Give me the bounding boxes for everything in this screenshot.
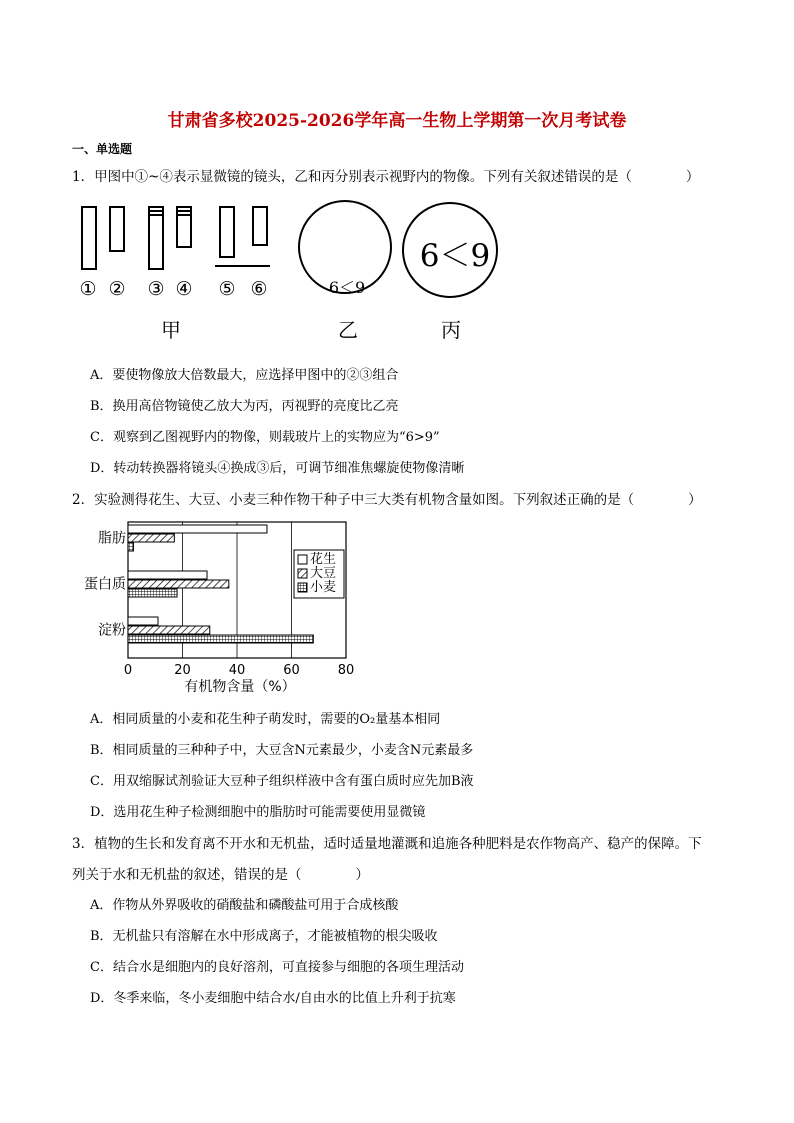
q1-stem: 1．甲图中①~④表示显微镜的镜头，乙和丙分别表示视野内的物像。下列有关叙述错误的是（ ） xyxy=(72,169,700,185)
q1-option-d: D．转动转换器将镜头④换成③后，可调节细准焦螺旋使物像清晰 xyxy=(90,461,465,476)
bar-1-1 xyxy=(128,580,229,588)
lens-label-1: ① xyxy=(79,278,97,300)
lens-label-6: ⑥ xyxy=(250,278,268,300)
legend-label-wheat: 小麦 xyxy=(310,580,337,595)
x-tick-label: 40 xyxy=(228,663,246,678)
bar-2-1 xyxy=(128,626,210,634)
legend-label-peanut: 花生 xyxy=(310,552,337,567)
q2-option-d: D．选用花生种子检测细胞中的脂肪时可能需要使用显微镜 xyxy=(90,805,426,820)
q3-option-d: D．冬季来临，冬小麦细胞中结合水/自由水的比值上升利于抗寒 xyxy=(90,991,456,1006)
category-label: 蛋白质 xyxy=(84,576,126,593)
legend-swatch-soybean xyxy=(298,569,307,578)
lens-2 xyxy=(110,207,124,251)
chart-legend xyxy=(294,550,344,598)
q3-option-a: A．作物从外界吸收的硝酸盐和磷酸盐可用于合成核酸 xyxy=(90,898,399,913)
q1-option-b: B．换用高倍物镜使乙放大为丙，丙视野的亮度比乙亮 xyxy=(90,399,399,414)
bar-0-0 xyxy=(128,525,267,533)
section-heading: 一、单选题 xyxy=(72,142,133,156)
yi-field-text: 6＜9 xyxy=(328,278,366,297)
lens-6 xyxy=(253,207,267,245)
q1-figure xyxy=(70,196,510,346)
category-label: 脂肪 xyxy=(98,530,126,547)
q2-option-b: B．相同质量的三种种子中，大豆含N元素最少，小麦含N元素最多 xyxy=(90,743,474,758)
x-tick-label: 60 xyxy=(283,663,300,678)
caption-jia: 甲 xyxy=(161,318,181,342)
q2-option-a: A．相同质量的小麦和花生种子萌发时，需要的O₂量基本相同 xyxy=(90,712,441,727)
x-tick-label: 80 xyxy=(337,663,355,678)
x-tick-label: 20 xyxy=(174,663,191,678)
q2-option-c: C．用双缩脲试剂验证大豆种子组织样液中含有蛋白质时应先加B液 xyxy=(90,774,474,789)
bar-0-2 xyxy=(128,543,133,551)
lens-label-4: ④ xyxy=(175,278,193,300)
lens-4 xyxy=(177,207,191,247)
q3-stem-line1: 3．植物的生长和发育离不开水和无机盐，适时适量地灌溉和追施各种肥料是农作物高产、稳产的保障。下 xyxy=(72,836,702,852)
bar-2-2 xyxy=(128,635,313,643)
x-axis-label: 有机物含量（%） xyxy=(184,679,296,695)
q3-stem-line2: 列关于水和无机盐的叙述，错误的是（ ） xyxy=(72,867,369,883)
bing-field-text: 6＜9 xyxy=(419,238,491,274)
lens-1 xyxy=(82,207,96,269)
bar-2-0 xyxy=(128,617,158,625)
q2-stem: 2．实验测得花生、大豆、小麦三种作物干种子中三大类有机物含量如图。下列叙述正确的是（ ） xyxy=(72,492,702,508)
lens-3 xyxy=(149,207,163,269)
lens-label-3: ③ xyxy=(147,278,165,300)
lens-label-2: ② xyxy=(108,278,126,300)
q1-option-c: C．观察到乙图视野内的物像，则载玻片上的实物应为“6>9” xyxy=(90,430,440,445)
lens-5 xyxy=(220,207,234,257)
page-title: 甘肃省多校2025-2026学年高一生物上学期第一次月考试卷 xyxy=(167,111,627,131)
legend-label-soybean: 大豆 xyxy=(310,566,337,581)
organic-content-chart xyxy=(72,516,372,700)
caption-yi: 乙 xyxy=(338,318,358,342)
caption-bing: 丙 xyxy=(441,318,461,342)
lens-label-5: ⑤ xyxy=(218,278,236,300)
q3-option-c: C．结合水是细胞内的良好溶剂，可直接参与细胞的各项生理活动 xyxy=(90,960,464,975)
q1-option-a: A．要使物像放大倍数最大，应选择甲图中的②③组合 xyxy=(90,368,399,383)
x-tick-label: 0 xyxy=(123,663,133,678)
q3-option-b: B．无机盐只有溶解在水中形成离子，才能被植物的根尖吸收 xyxy=(90,929,438,944)
bar-1-0 xyxy=(128,571,207,579)
bar-1-2 xyxy=(128,589,177,597)
legend-swatch-wheat xyxy=(298,583,307,592)
category-label: 淀粉 xyxy=(98,622,126,639)
bar-0-1 xyxy=(128,534,174,542)
legend-swatch-peanut xyxy=(298,555,307,564)
